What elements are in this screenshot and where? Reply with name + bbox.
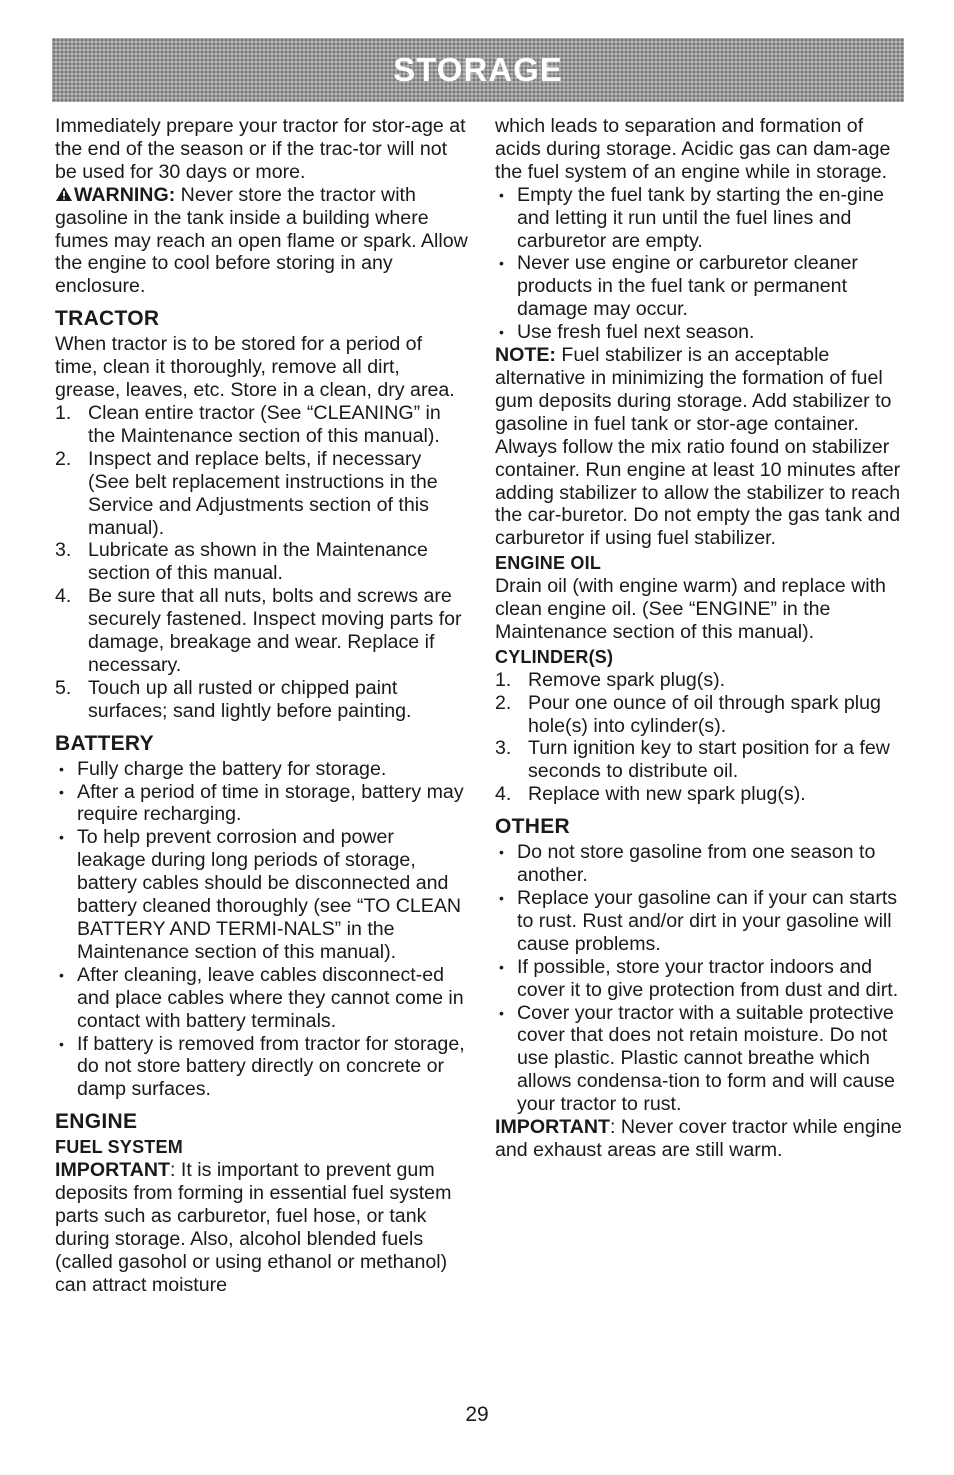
warning-label: WARNING:	[74, 183, 176, 206]
note-label: NOTE:	[495, 344, 556, 367]
step-text: Inspect and replace belts, if necessary (See belt replacement instructions in the Service and Adjustments section of this manual).	[88, 447, 438, 539]
battery-bullet: • Fully charge the battery for storage.	[55, 758, 468, 781]
tractor-step	[55, 585, 468, 677]
battery-bullet: • If battery is removed from tractor for storage, do not store battery directly on concrete or damp surfaces.	[55, 1033, 468, 1102]
note-paragraph	[495, 344, 910, 550]
tractor-step	[55, 402, 468, 448]
important-label: IMPORTANT	[495, 1116, 611, 1139]
page-number: 29	[465, 1403, 489, 1426]
cylinder-step	[495, 737, 910, 783]
note-text: Fuel stabilizer is an acceptable alternative in minimizing the formation of fuel gum deposits during storage. Add stabilizer to gasoline in fuel tank or stor-age container. Always follow the mix ratio found on stabilizer container. Run engine at least 10 minutes after adding stabilizer to allow the stabilizer to reach the car-buretor. Do not empty the gas tank and carburetor if using fuel stabilizer.	[495, 344, 901, 550]
tractor-heading: TRACTOR	[55, 307, 160, 331]
important-label: IMPORTANT	[55, 1159, 171, 1182]
fuel-system-heading: FUEL SYSTEM	[55, 1137, 183, 1158]
other-bullet: • Cover your tractor with a suitable protective cover that does not retain moisture. Do not use plastic. Plastic cannot breathe which allows condensa-tion to form and will cause your tractor to rust.	[495, 1002, 910, 1117]
step-number: 2.	[55, 447, 72, 470]
fuel-important-paragraph	[55, 1159, 468, 1296]
other-important-paragraph	[495, 1116, 910, 1162]
battery-list	[55, 758, 468, 1102]
cylinder-step	[495, 692, 910, 738]
battery-bullet: • To help prevent corrosion and power leakage during long periods of storage, battery cables should be disconnected and battery cleaned thoroughly (see “TO CLEAN BATTERY AND TERMI-NALS” in the Maintenance section of this manual).	[55, 826, 468, 963]
warning-paragraph	[55, 184, 468, 299]
tractor-steps	[55, 402, 468, 723]
tractor-step	[55, 677, 468, 723]
fuel-bullet: • Empty the fuel tank by starting the en-gine and letting it run until the fuel lines and carburetor are empty.	[495, 184, 910, 253]
step-number: 4.	[495, 783, 512, 806]
step-number: 1.	[495, 668, 512, 691]
warning-triangle-icon	[55, 186, 73, 202]
right-column	[495, 115, 910, 1162]
fuel-list	[495, 184, 910, 344]
other-bullet: • Replace your gasoline can if your can starts to rust. Rust and/or dirt in your gasoline will cause problems.	[495, 887, 910, 956]
tractor-step	[55, 539, 468, 585]
battery-bullet: • After cleaning, leave cables disconnect-ed and place cables where they cannot come in contact with battery terminals.	[55, 964, 468, 1033]
step-number: 2.	[495, 691, 512, 714]
cylinder-steps	[495, 669, 910, 806]
fuel-continuation: which leads to separation and formation of acids during storage. Acidic gas can dam-age the fuel system of an engine while in storage.	[495, 115, 891, 183]
step-text: Turn ignition key to start position for a few seconds to distribute oil.	[528, 737, 890, 783]
battery-bullet: • After a period of time in storage, battery may require recharging.	[55, 781, 468, 827]
step-number: 4.	[55, 585, 72, 608]
step-text: Replace with new spark plug(s).	[528, 783, 806, 806]
step-number: 3.	[55, 539, 72, 562]
tractor-step	[55, 448, 468, 540]
step-text: Pour one ounce of oil through spark plug hole(s) into cylinder(s).	[528, 691, 881, 737]
step-number: 5.	[55, 676, 72, 699]
important-text: : Never cover tractor while engine and exhaust areas are still warm.	[495, 1116, 902, 1161]
step-number: 3.	[495, 737, 512, 760]
cylinder-step	[495, 669, 910, 692]
fuel-bullet: • Never use engine or carburetor cleaner products in the fuel tank or permanent damage may occur.	[495, 252, 910, 321]
section-banner	[52, 38, 904, 102]
warning-text: Never store the tractor with gasoline in the tank inside a building where fumes may reach an open flame or spark. Allow the engine to cool before storing in any enclosure.	[55, 183, 468, 298]
intro-paragraph: Immediately prepare your tractor for stor-age at the end of the season or if the trac-tor will not be used for 30 days or more.	[55, 115, 466, 183]
cylinders-heading: CYLINDER(S)	[495, 646, 614, 667]
other-heading: OTHER	[495, 815, 570, 839]
step-text: Be sure that all nuts, bolts and screws are securely fastened. Inspect moving parts for damage, breakage and wear. Replace if necessary.	[88, 585, 462, 676]
fuel-bullet: • Use fresh fuel next season.	[495, 321, 910, 344]
cylinder-step	[495, 783, 910, 806]
step-text: Lubricate as shown in the Maintenance section of this manual.	[88, 539, 428, 585]
step-text: Touch up all rusted or chipped paint surfaces; sand lightly before painting.	[88, 676, 412, 722]
engine-heading: ENGINE	[55, 1110, 138, 1134]
engine-oil-paragraph: Drain oil (with engine warm) and replace with clean engine oil. (See “ENGINE” in the Maintenance section of this manual).	[495, 575, 886, 643]
tractor-intro: When tractor is to be stored for a period of time, clean it thoroughly, remove all dirt, grease, leaves, etc. Store in a clean, dry area.	[55, 333, 455, 402]
step-text: Clean entire tractor (See “CLEANING” in the Maintenance section of this manual).	[88, 401, 441, 447]
banner-title: STORAGE	[393, 51, 563, 88]
step-text: Remove spark plug(s).	[528, 668, 726, 691]
left-column	[55, 115, 468, 1297]
important-text: : It is important to prevent gum deposits from forming in essential fuel system parts such as carburetor, fuel hose, or tank during storage. Also, alcohol blended fuels (called gasohol or using ethanol or methanol) can attract moisture	[55, 1159, 452, 1296]
other-bullet: • Do not store gasoline from one season to another.	[495, 841, 910, 887]
engine-oil-heading: ENGINE OIL	[495, 553, 602, 574]
battery-heading: BATTERY	[55, 731, 154, 755]
step-number: 1.	[55, 401, 72, 424]
other-bullet: • If possible, store your tractor indoors and cover it to give protection from dust and dirt.	[495, 956, 910, 1002]
other-list	[495, 841, 910, 1116]
